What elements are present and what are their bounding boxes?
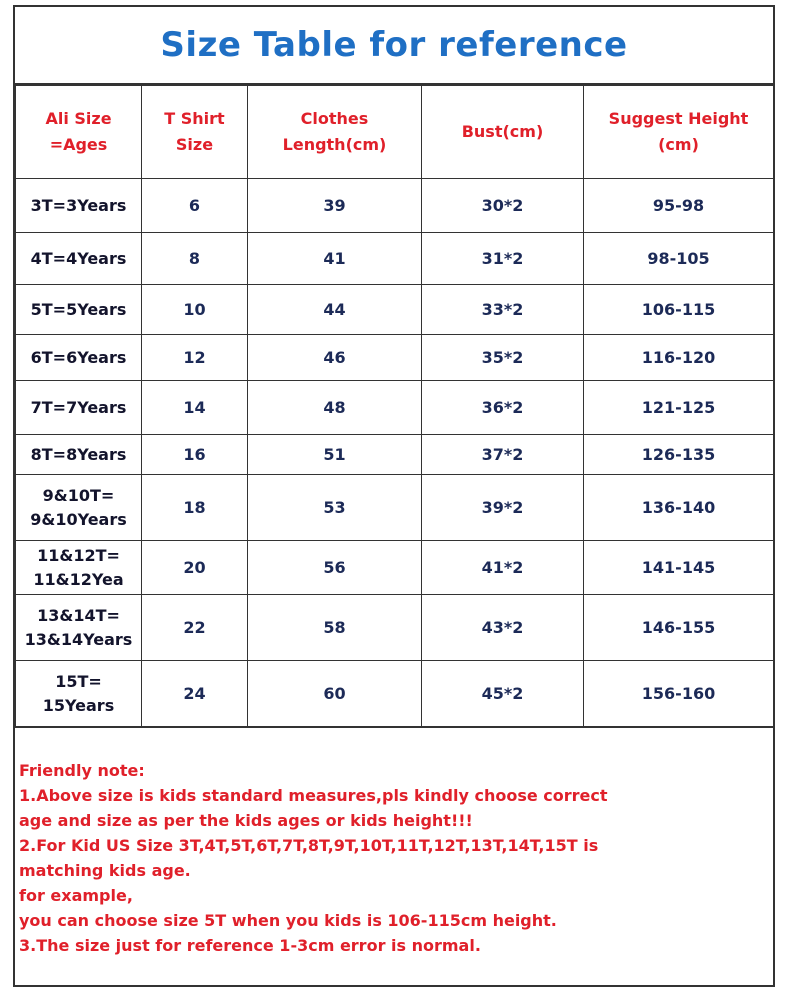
note-line: 3.The size just for reference 1-3cm error is normal. [19,936,481,955]
header-ali-size [16,86,142,179]
cell-bust: 36*2 [422,381,584,435]
cell-bust: 31*2 [422,233,584,285]
table-row [16,179,774,233]
header-line: Ali Size [45,109,112,128]
cell-suggest-height: 141-145 [584,541,774,595]
cell-suggest-height: 136-140 [584,475,774,541]
cell-suggest-height: 95-98 [584,179,774,233]
cell-tshirt-size: 16 [142,435,248,475]
friendly-note [15,727,773,987]
note-line: you can choose size 5T when you kids is 106-115cm height. [19,911,557,930]
header-suggest-height [584,86,774,179]
note-line: age and size as per the kids ages or kids height!!! [19,811,473,830]
cell-bust: 33*2 [422,285,584,335]
cell-age: 13&14T= 13&14Years [16,595,142,661]
table-row [16,285,774,335]
note-heading: Friendly note: [19,761,145,780]
cell-tshirt-size: 8 [142,233,248,285]
cell-clothes-length: 48 [248,381,422,435]
cell-bust: 35*2 [422,335,584,381]
cell-age: 9&10T= 9&10Years [16,475,142,541]
note-line: 1.Above size is kids standard measures,pls kindly choose correct [19,786,608,805]
header-line: (cm) [658,135,699,154]
table-row [16,233,774,285]
cell-clothes-length: 53 [248,475,422,541]
table-row [16,381,774,435]
header-line: Suggest Height [608,109,749,128]
table-row [16,435,774,475]
cell-clothes-length: 46 [248,335,422,381]
cell-bust: 45*2 [422,661,584,727]
cell-bust: 37*2 [422,435,584,475]
header-line: Bust(cm) [461,122,544,141]
table-row [16,335,774,381]
note-line: for example, [19,886,133,905]
cell-bust: 43*2 [422,595,584,661]
cell-tshirt-size: 12 [142,335,248,381]
header-line: Clothes [300,109,369,128]
table-row [16,475,774,541]
cell-tshirt-size: 24 [142,661,248,727]
cell-age: 15T= 15Years [16,661,142,727]
cell-age: 6T=6Years [16,335,142,381]
cell-suggest-height: 106-115 [584,285,774,335]
cell-clothes-length: 41 [248,233,422,285]
cell-suggest-height: 126-135 [584,435,774,475]
header-clothes-length [248,86,422,179]
table-row [16,595,774,661]
cell-suggest-height: 121-125 [584,381,774,435]
cell-clothes-length: 60 [248,661,422,727]
cell-suggest-height: 116-120 [584,335,774,381]
size-chart [13,5,775,987]
cell-clothes-length: 44 [248,285,422,335]
cell-suggest-height: 98-105 [584,233,774,285]
header-line: Length(cm) [282,135,387,154]
header-row [16,86,774,179]
table-row [16,661,774,727]
cell-clothes-length: 51 [248,435,422,475]
cell-bust: 41*2 [422,541,584,595]
cell-age: 11&12T= 11&12Yea [16,541,142,595]
cell-clothes-length: 58 [248,595,422,661]
cell-age: 4T=4Years [16,233,142,285]
cell-tshirt-size: 10 [142,285,248,335]
cell-age: 8T=8Years [16,435,142,475]
header-bust [422,86,584,179]
note-line: matching kids age. [19,861,191,880]
cell-age: 7T=7Years [16,381,142,435]
cell-tshirt-size: 6 [142,179,248,233]
cell-clothes-length: 56 [248,541,422,595]
cell-age: 3T=3Years [16,179,142,233]
cell-tshirt-size: 22 [142,595,248,661]
page-title: Size Table for reference [15,7,773,85]
cell-suggest-height: 156-160 [584,661,774,727]
size-table [15,85,774,727]
cell-tshirt-size: 14 [142,381,248,435]
header-tshirt-size [142,86,248,179]
cell-bust: 39*2 [422,475,584,541]
note-line: 2.For Kid US Size 3T,4T,5T,6T,7T,8T,9T,10T,11T,12T,13T,14T,15T is [19,836,599,855]
table-row [16,541,774,595]
cell-bust: 30*2 [422,179,584,233]
cell-clothes-length: 39 [248,179,422,233]
cell-suggest-height: 146-155 [584,595,774,661]
cell-age: 5T=5Years [16,285,142,335]
header-line: Size [175,135,214,154]
header-line: T Shirt [164,109,225,128]
header-line: =Ages [49,135,108,154]
cell-tshirt-size: 18 [142,475,248,541]
cell-tshirt-size: 20 [142,541,248,595]
